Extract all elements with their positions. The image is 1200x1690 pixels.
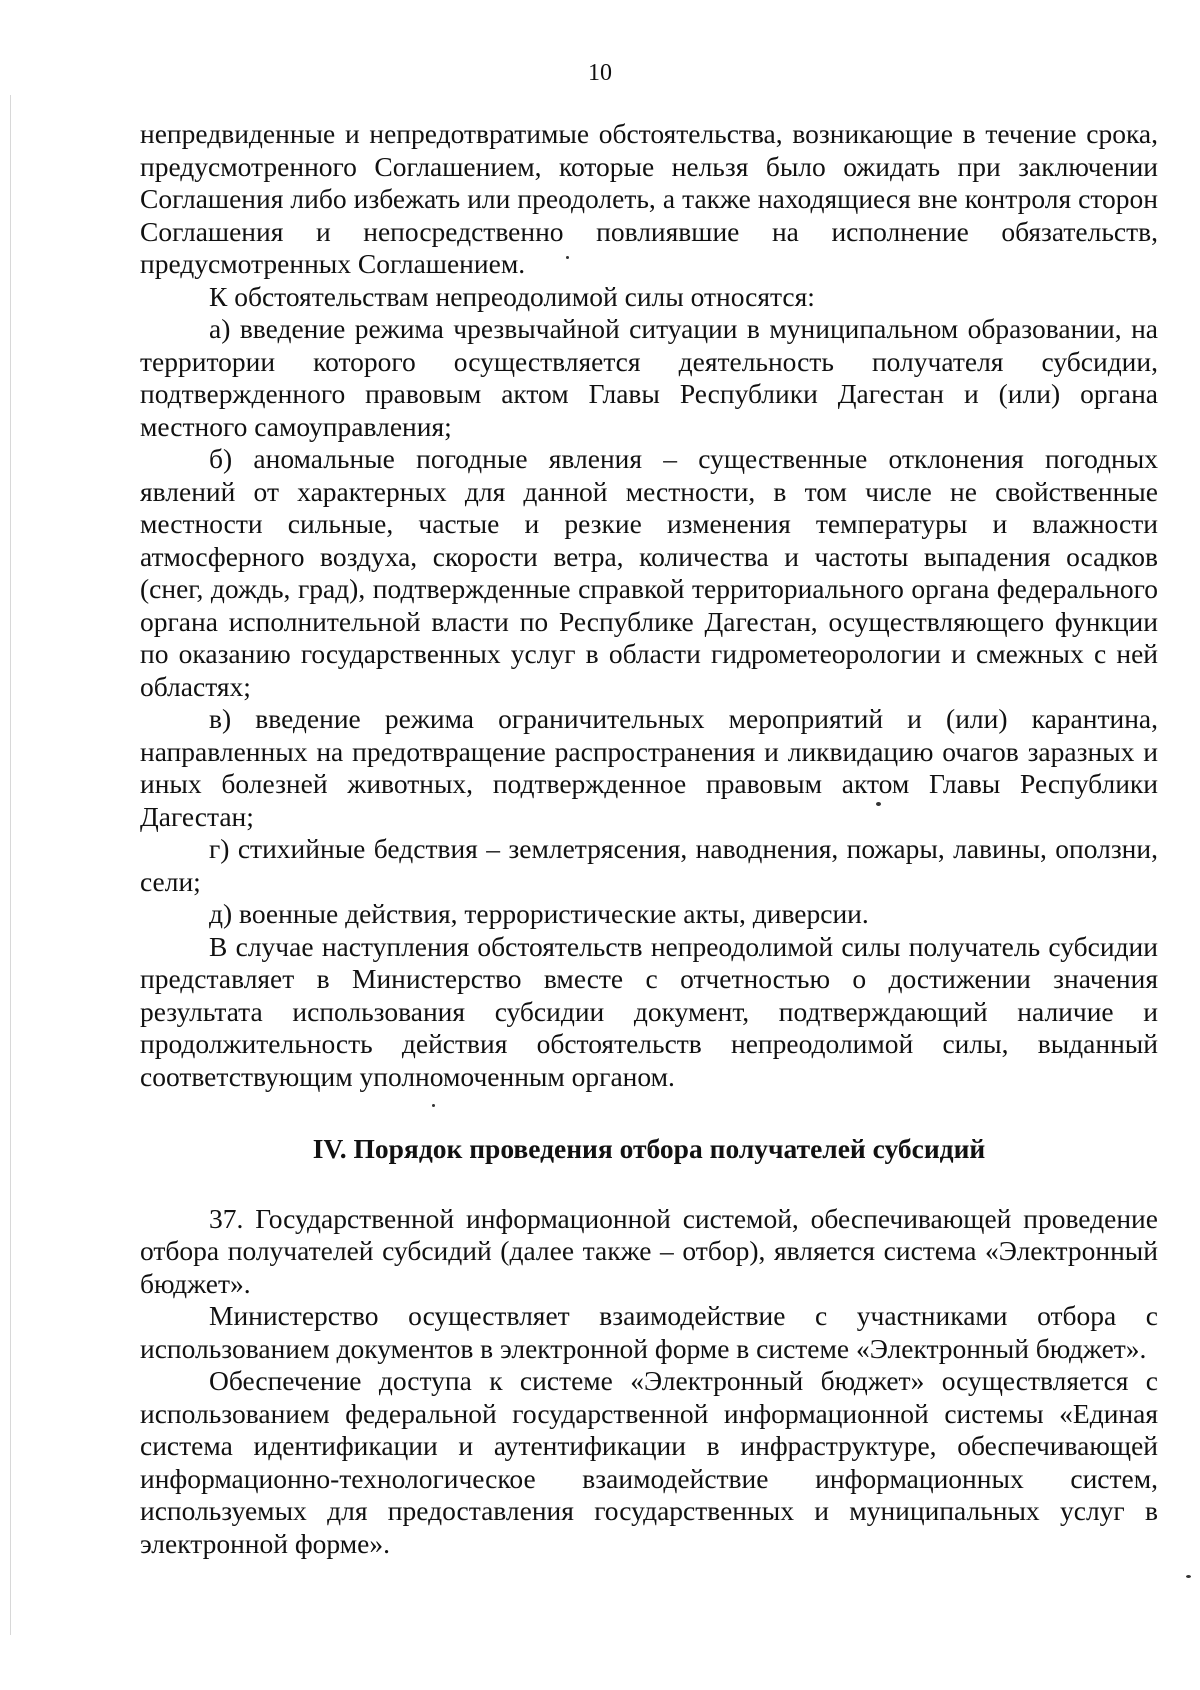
scan-speck bbox=[876, 802, 881, 806]
paragraph-item-g: г) стихийные бедствия – землетрясения, наводнения, пожары, лавины, оползни, сели; bbox=[140, 833, 1158, 897]
paragraph-force-majeure-notice: В случае наступления обстоятельств непреодолимой силы получатель субсидии представляет в Министерство вместе с отчетностью о достижении значения результата использования субсидии документ, подтверждающий наличие и продолжительность действия обстоятельств непреодолимой силы, выданный соответствующим уполномоченным органом. bbox=[140, 930, 1158, 1092]
paragraph-item-v: в) введение режима ограничительных мероприятий и (или) карантина, направленных на предотвращение распространения и ликвидацию очагов заразных и иных болезней животных, подтвержденное правовым актом Главы Республики Дагестан; bbox=[140, 703, 1158, 832]
scan-speck bbox=[566, 256, 569, 259]
page-number: 10 bbox=[588, 60, 612, 86]
paragraph-item-a: а) введение режима чрезвычайной ситуации в муниципальном образовании, на территории которого осуществляется деятельность получателя субсидии, подтвержденного правовым актом Главы Республики Дагестан и (или) органа местного самоуправления; bbox=[140, 313, 1158, 442]
paragraph-item-d: д) военные действия, террористические акты, диверсии. bbox=[209, 898, 869, 929]
paragraph-force-majeure-intro: К обстоятельствам непреодолимой силы относятся: bbox=[209, 280, 815, 312]
paragraph-access: Обеспечение доступа к системе «Электронный бюджет» осуществляется с использованием федеральной государственной информационной системы «Единая система идентификации и аутентификации в инфраструктуре, обеспечивающей информационно-технологическое взаимодействие информационных систем, используемых для предоставления государственных и муниципальных услуг в электронной форме». bbox=[140, 1365, 1158, 1559]
scan-speck bbox=[432, 1104, 435, 1107]
paragraph-ministry-interaction: Министерство осуществляет взаимодействие с участниками отбора с использованием документов в электронной форме в системе «Электронный бюджет». bbox=[140, 1300, 1158, 1364]
scan-margin-line bbox=[10, 95, 11, 1635]
section-heading: IV. Порядок проведения отбора получателей субсидий bbox=[312, 1133, 986, 1164]
paragraph-37: 37. Государственной информационной системой, обеспечивающей проведение отбора получателей субсидий (далее также – отбор), является система «Электронный бюджет». bbox=[140, 1202, 1158, 1299]
scan-speck bbox=[1186, 1575, 1191, 1578]
document-body bbox=[140, 118, 1158, 1560]
paragraph-continuation: непредвиденные и непредотвратимые обстоятельства, возникающие в течение срока, предусмотренного Соглашением, которые нельзя было ожидать при заключении Соглашения либо избежать или преодолеть, а также находящиеся вне контроля сторон Соглашения и непосредственно повлиявшие на исполнение обязательств, предусмотренных Соглашением. bbox=[140, 118, 1158, 279]
paragraph-item-b: б) аномальные погодные явления – существенные отклонения погодных явлений от характерных для данной местности, в том числе не свойственные местности сильные, частые и резкие изменения температуры и влажности атмосферного воздуха, скорости ветра, количества и частоты выпадения осадков (снег, дождь, град), подтвержденные справкой территориального органа федерального органа исполнительной власти по Республике Дагестан, осуществляющего функции по оказанию государственных услуг в области гидрометеорологии и смежных с ней областях; bbox=[140, 443, 1158, 702]
